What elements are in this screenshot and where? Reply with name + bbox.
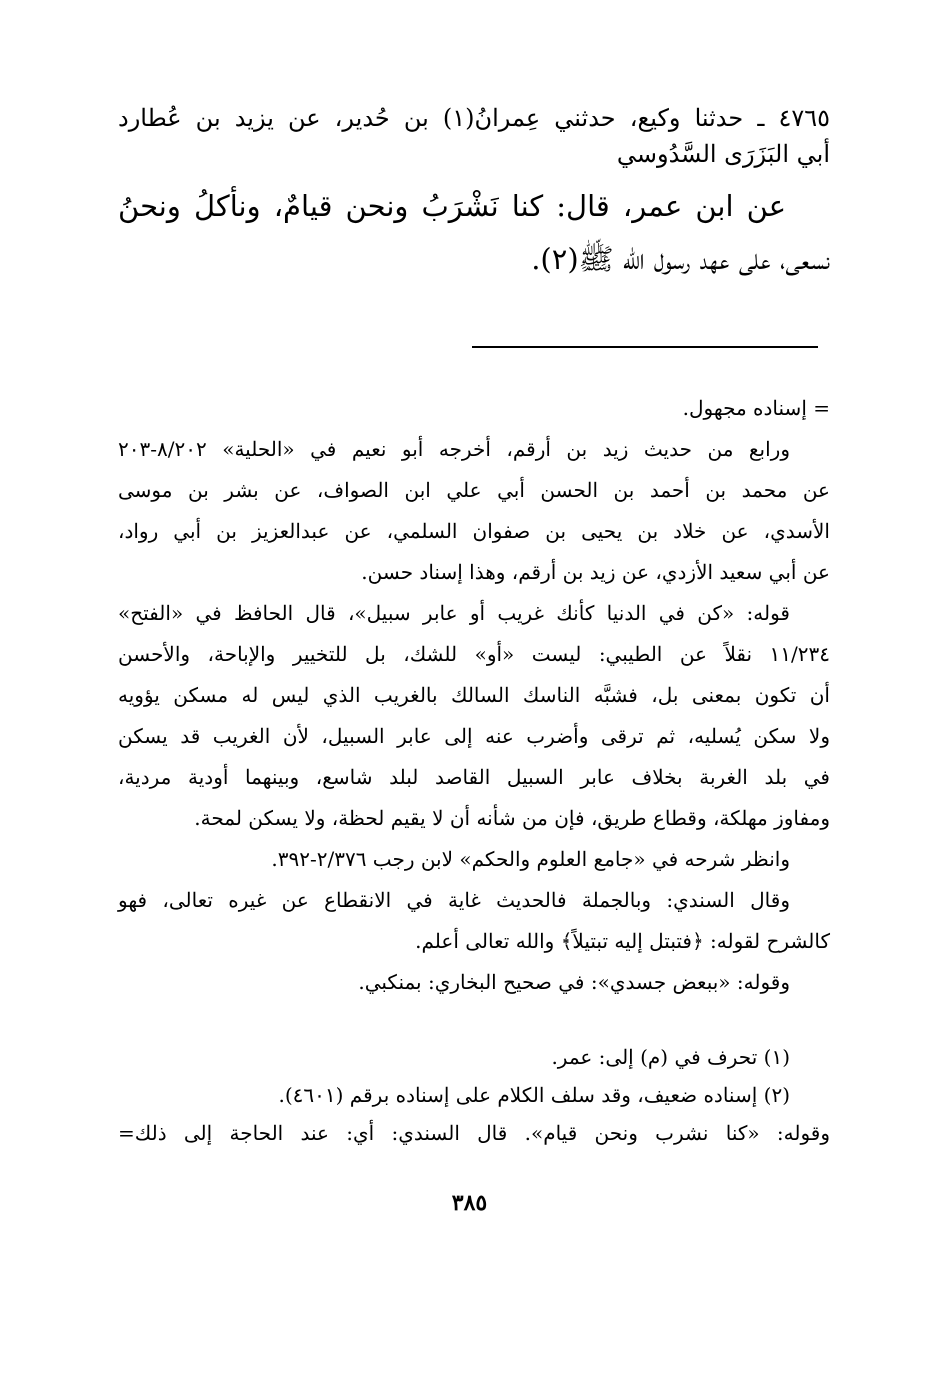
commentary-line: عن محمد بن أحمد بن الحسن أبي علي ابن الصواف، عن بشر بن موسى [118,478,830,502]
hadith-isnad [118,100,830,172]
footnotes [118,1038,830,1152]
footnote: (٢) إسناده ضعيف، وقد سلف الكلام على إسناده برقم (٤٦٠١). [278,1083,790,1107]
isnad-line: ٤٧٦٥ ـ حدثنا وكيع، حدثني عِمرانُ(١) بن حُدير، عن يزيد بن عُطارد [118,104,830,132]
commentary-line: وانظر شرحه في «جامع العلوم والحكم» لابن رجب ٢/٣٧٦-٣٩٢. [271,847,790,871]
commentary-line: وقوله: «ببعض جسدي»: في صحيح البخاري: بمنكبي. [358,970,790,994]
matn-line: عن ابن عمر، قال: كنا نَشْرَبُ ونحن قيامٌ، ونأكلُ ونحنُ [118,189,786,223]
commentary-line: كالشرح لقوله: ﴿فتبتل إليه تبتيلاً﴾ والله تعالى أعلم. [415,929,830,953]
page-number: ٣٨٥ [451,1190,488,1216]
matn-line: نسعى، على عهد رسول الله ﷺ(٢). [531,242,830,276]
commentary-line: ومفاوز مهلكة، وقطاع طريق، فإن من شأنه أن لا يقيم لحظة، ولا يسكن لمحة. [194,806,830,830]
commentary-line: قوله: «كن في الدنيا كأنك غريب أو عابر سبيل»، قال الحافظ في «الفتح» [118,601,790,625]
footnote: (١) تحرف في (م) إلى: عمر. [551,1045,790,1069]
commentary-line: ولا سكن يُسليه، ثم ترقى وأضرب عنه إلى عابر السبيل، لأن الغريب قد يسكن [118,724,830,748]
commentary-line: عن أبي سعيد الأزدي، عن زيد بن أرقم، وهذا إسناد حسن. [361,560,830,584]
commentary [118,388,830,1003]
commentary-line: في بلد الغربة بخلاف عابر السبيل القاصد لبلد شاسع، وبينهما أودية مردية، [118,765,830,789]
commentary-line: وقال السندي: وبالجملة فالحديث غاية في الانقطاع عن غيره تعالى، فهو [118,888,790,912]
footnote-continuation: وقوله: «كنا نشرب ونحن قيام». قال السندي: أي: عند الحاجة إلى ذلك= [118,1121,830,1145]
hadith-block [118,100,830,286]
hadith-matn [118,180,830,286]
commentary-line: ١١/٢٣٤ نقلاً عن الطيبي: ليست «أو» للشك، بل للتخيير والإباحة، والأحسن [118,642,830,666]
separator-rule [472,346,818,348]
commentary-line: الأسدي، عن خلاد بن يحيى بن صفوان السلمي، عن عبدالعزيز بن أبي رواد، [118,519,830,543]
commentary-line: ورابع من حديث زيد بن أرقم، أخرجه أبو نعيم في «الحلية» ٨/٢٠٢-٢٠٣ [118,437,790,461]
commentary-line: = إسناده مجهول. [682,396,830,420]
commentary-line: أن تكون بمعنى بل، فشبَّه الناسك السالك بالغريب الذي ليس له مسكن يؤويه [118,683,830,707]
isnad-line: أبي البَزَرَى السَّدُوسي [616,140,830,168]
